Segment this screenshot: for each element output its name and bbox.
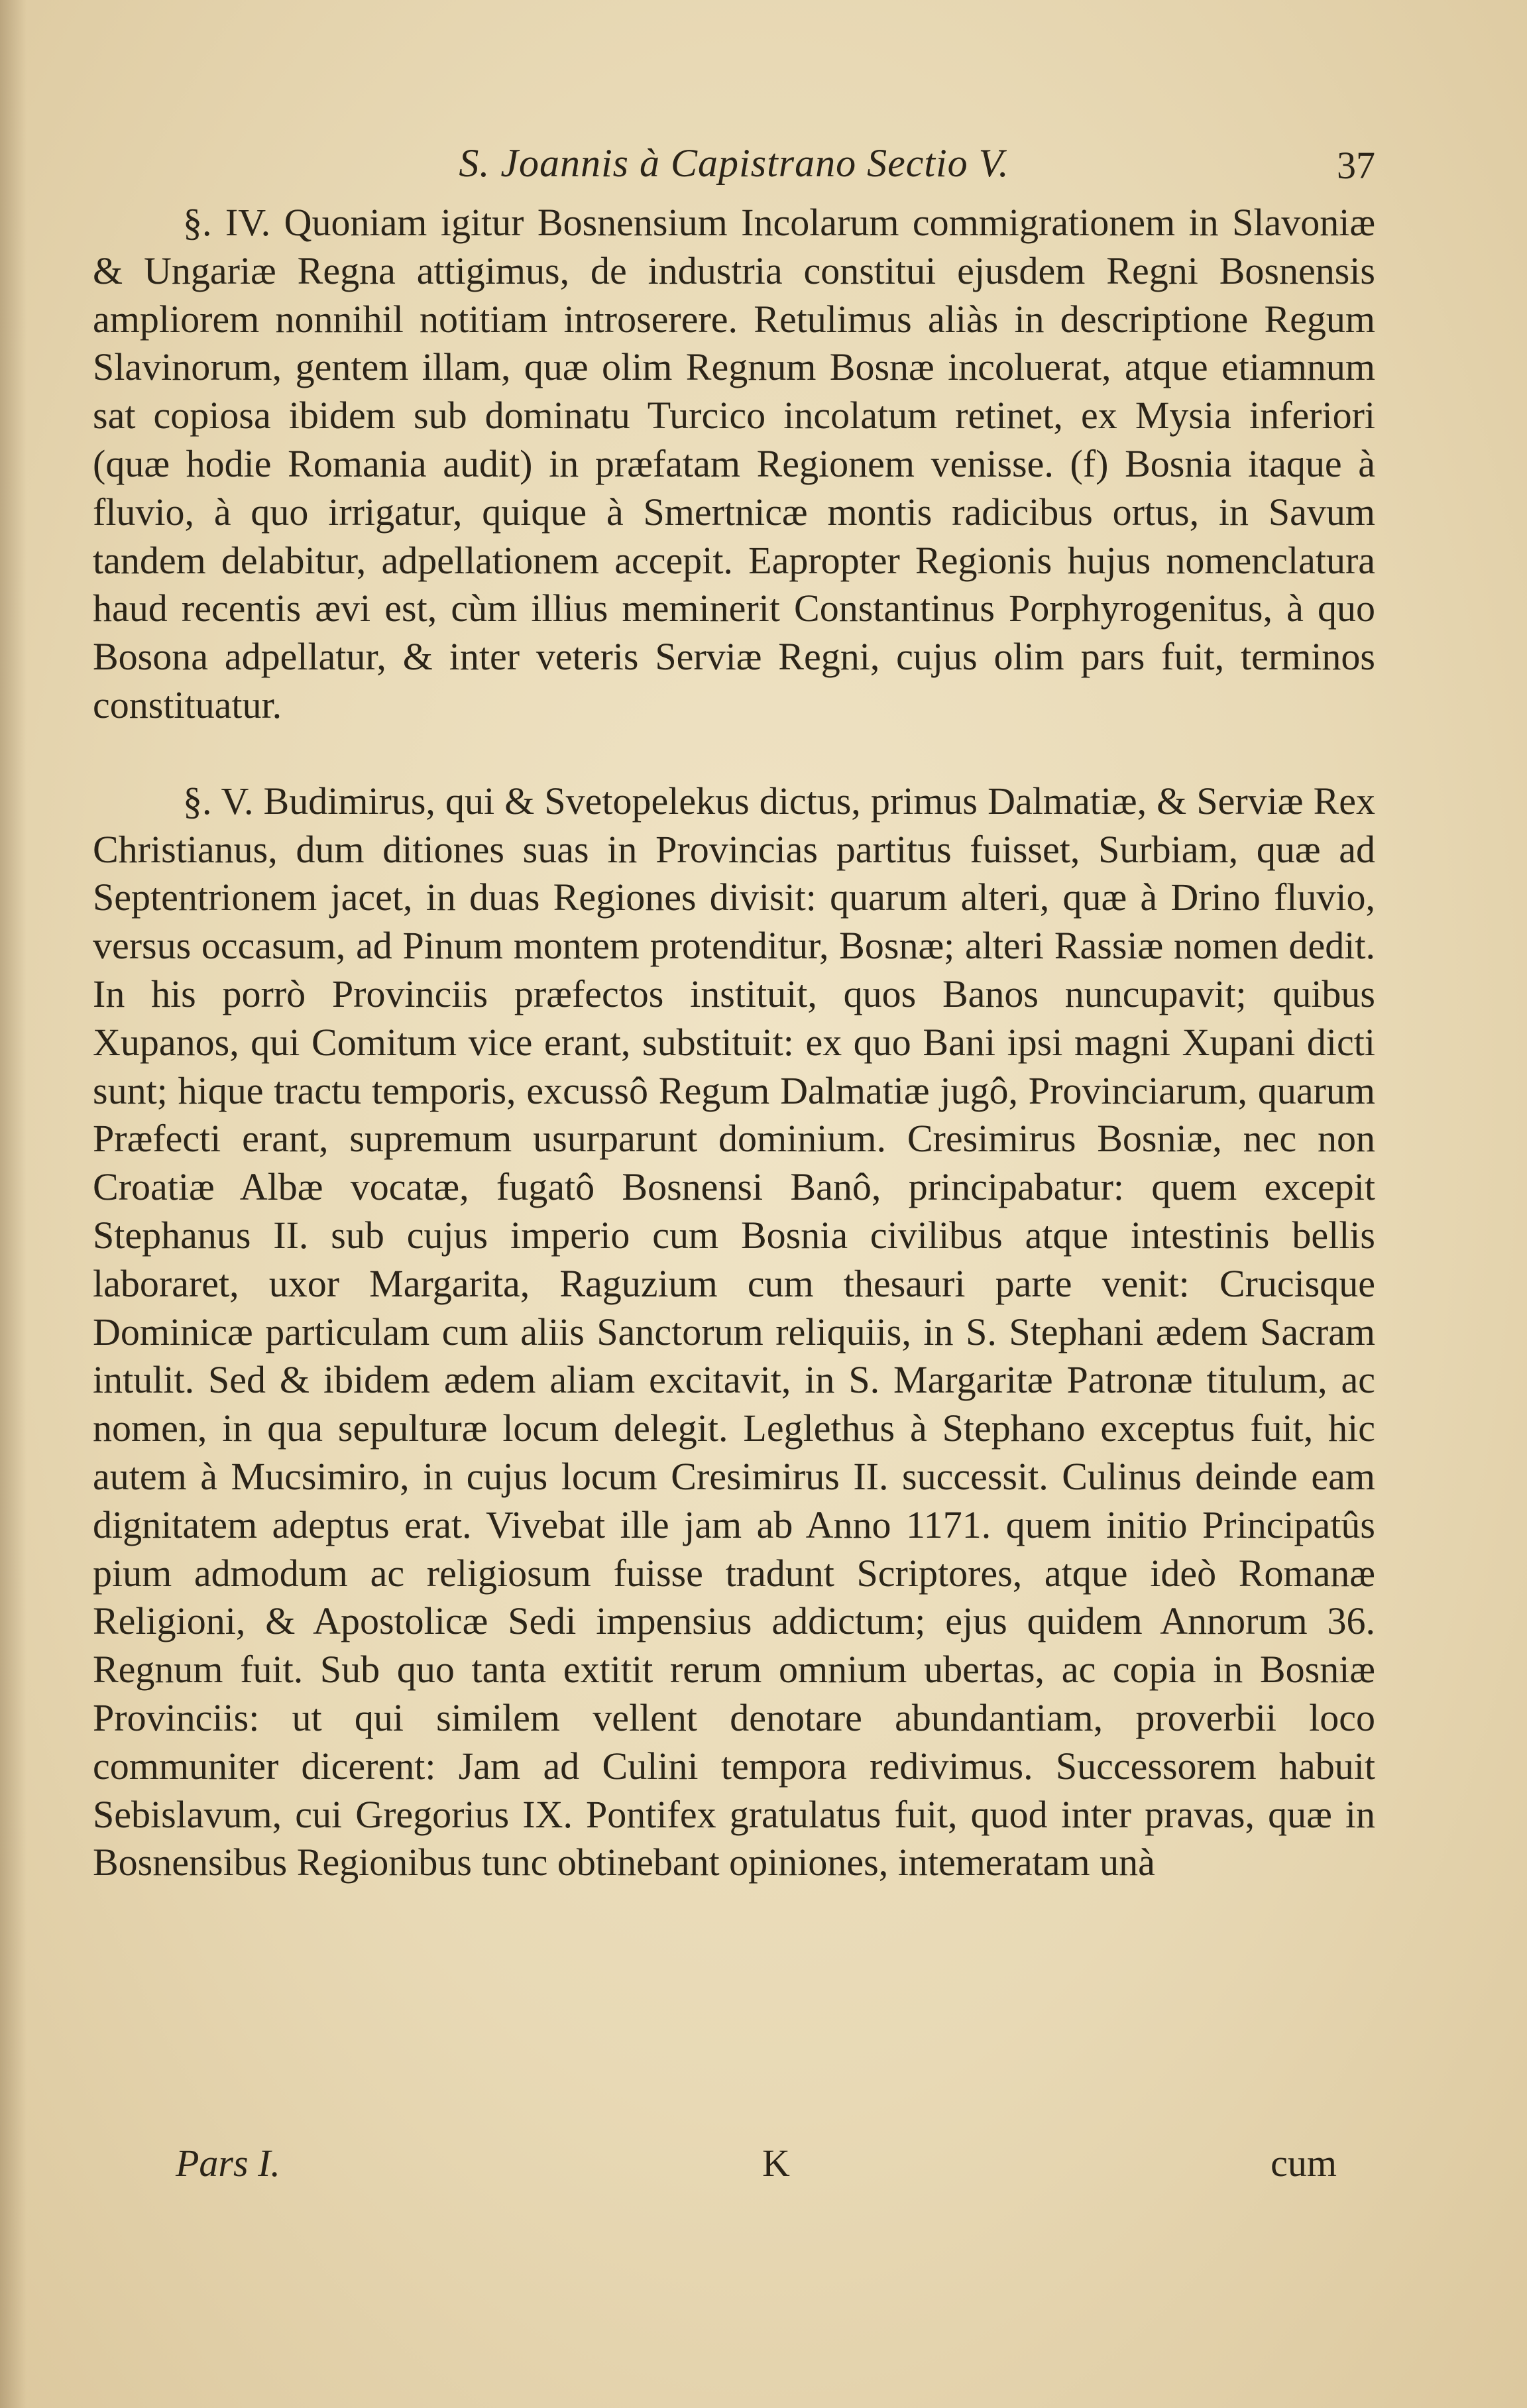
paragraph-section-v: §. V. Budimirus, qui & Svetopelekus dictus, primus Dalmatiæ, & Serviæ Rex Christianus, dum ditiones suas in Provincias partitus fuisset, Surbiam, quæ ad Septentrionem jacet, in duas Regiones divisit: quarum alteri, quæ à Drino fluvio, versus occasum, ad Pinum montem protenditur, Bosnæ; alteri Rassiæ nomen dedit. In his porrò Provinciis præfectos instituit, quos Banos nuncupavit; quibus Xupanos, qui Comitum vice erant, substituit: ex quo Bani ipsi magni Xupani dicti sunt; hique tractu temporis, excussô Regum Dalmatiæ jugô, Provinciarum, quarum Præfecti erant, supremum usurparunt dominium. Cresimirus Bosniæ, nec non Croatiæ Albæ vocatæ, fugatô Bosnensi Banô, principabatur: quem excepit Stephanus II. sub cujus imperio cum Bosnia civilibus atque intestinis bellis laboraret, uxor Margarita, Raguzium cum thesauri parte venit: Crucisque Dominicæ particulam cum aliis Sanctorum reliquiis, in S. Stephani ædem Sacram intulit. Sed & ibidem ædem aliam excitavit, in S. Margaritæ Patronæ titulum, ac nomen, in qua sepulturæ locum delegit. Leglethus à Stephano exceptus fuit, hic autem à Mucsimiro, in cujus locum Cresimirus II. successit. Culinus deinde eam dignitatem adeptus erat. Vivebat ille jam ab Anno 1171. quem initio Principatûs pium admodum ac religiosum fuisse tradunt Scriptores, atque ideò Romanæ Religioni, & Apostolicæ Sedi impensius addictum; ejus quidem Annorum 36. Regnum fuit. Sub quo tanta extitit rerum omnium ubertas, ac copia in Bosniæ Provinciis: ut qui similem vellent denotare abundantiam, proverbii loco communiter dicerent: Jam ad Culini tempora redivimus. Successorem habuit Sebislavum, cui Gregorius IX. Pontifex gratulatus fuit, quod inter pravas, quæ in Bosnensibus Regionibus tunc obtinebant opiniones, intemeratam unà: [93, 779, 1375, 1884]
running-title: S. Joannis à Capistrano Sectio V.: [459, 141, 1009, 185]
signature-part: Pars I.: [176, 2142, 280, 2185]
catchword: cum: [1271, 2142, 1337, 2185]
page-header: [93, 141, 1375, 200]
body-text: [93, 199, 1375, 1887]
page-footer: [93, 2141, 1375, 2194]
signature-mark: K: [762, 2142, 790, 2185]
paragraph-section-iv: §. IV. Quoniam igitur Bosnensium Incolarum commigrationem in Slavoniæ & Ungariæ Regna attigimus, de industria constitui ejusdem Regni Bosnensis ampliorem nonnihil notitiam introserere. Retulimus aliàs in descriptione Regum Slavinorum, gentem illam, quæ olim Regnum Bosnæ incoluerat, atque etiamnum sat copiosa ibidem sub dominatu Turcico incolatum retinet, ex Mysia inferiori (quæ hodie Romania audit) in præfatam Regionem venisse. (f) Bosnia itaque à fluvio, à quo irrigatur, quique à Smertnicæ montis radicibus ortus, in Savum tandem delabitur, adpellationem accepit. Eapropter Regionis hujus nomenclatura haud recentis ævi est, cùm illius meminerit Constantinus Porphyrogenitus, à quo Bosona adpellatur, & inter veteris Serviæ Regni, cujus olim pars fuit, terminos constituatur.: [93, 201, 1375, 726]
page-number: 37: [1337, 144, 1375, 187]
